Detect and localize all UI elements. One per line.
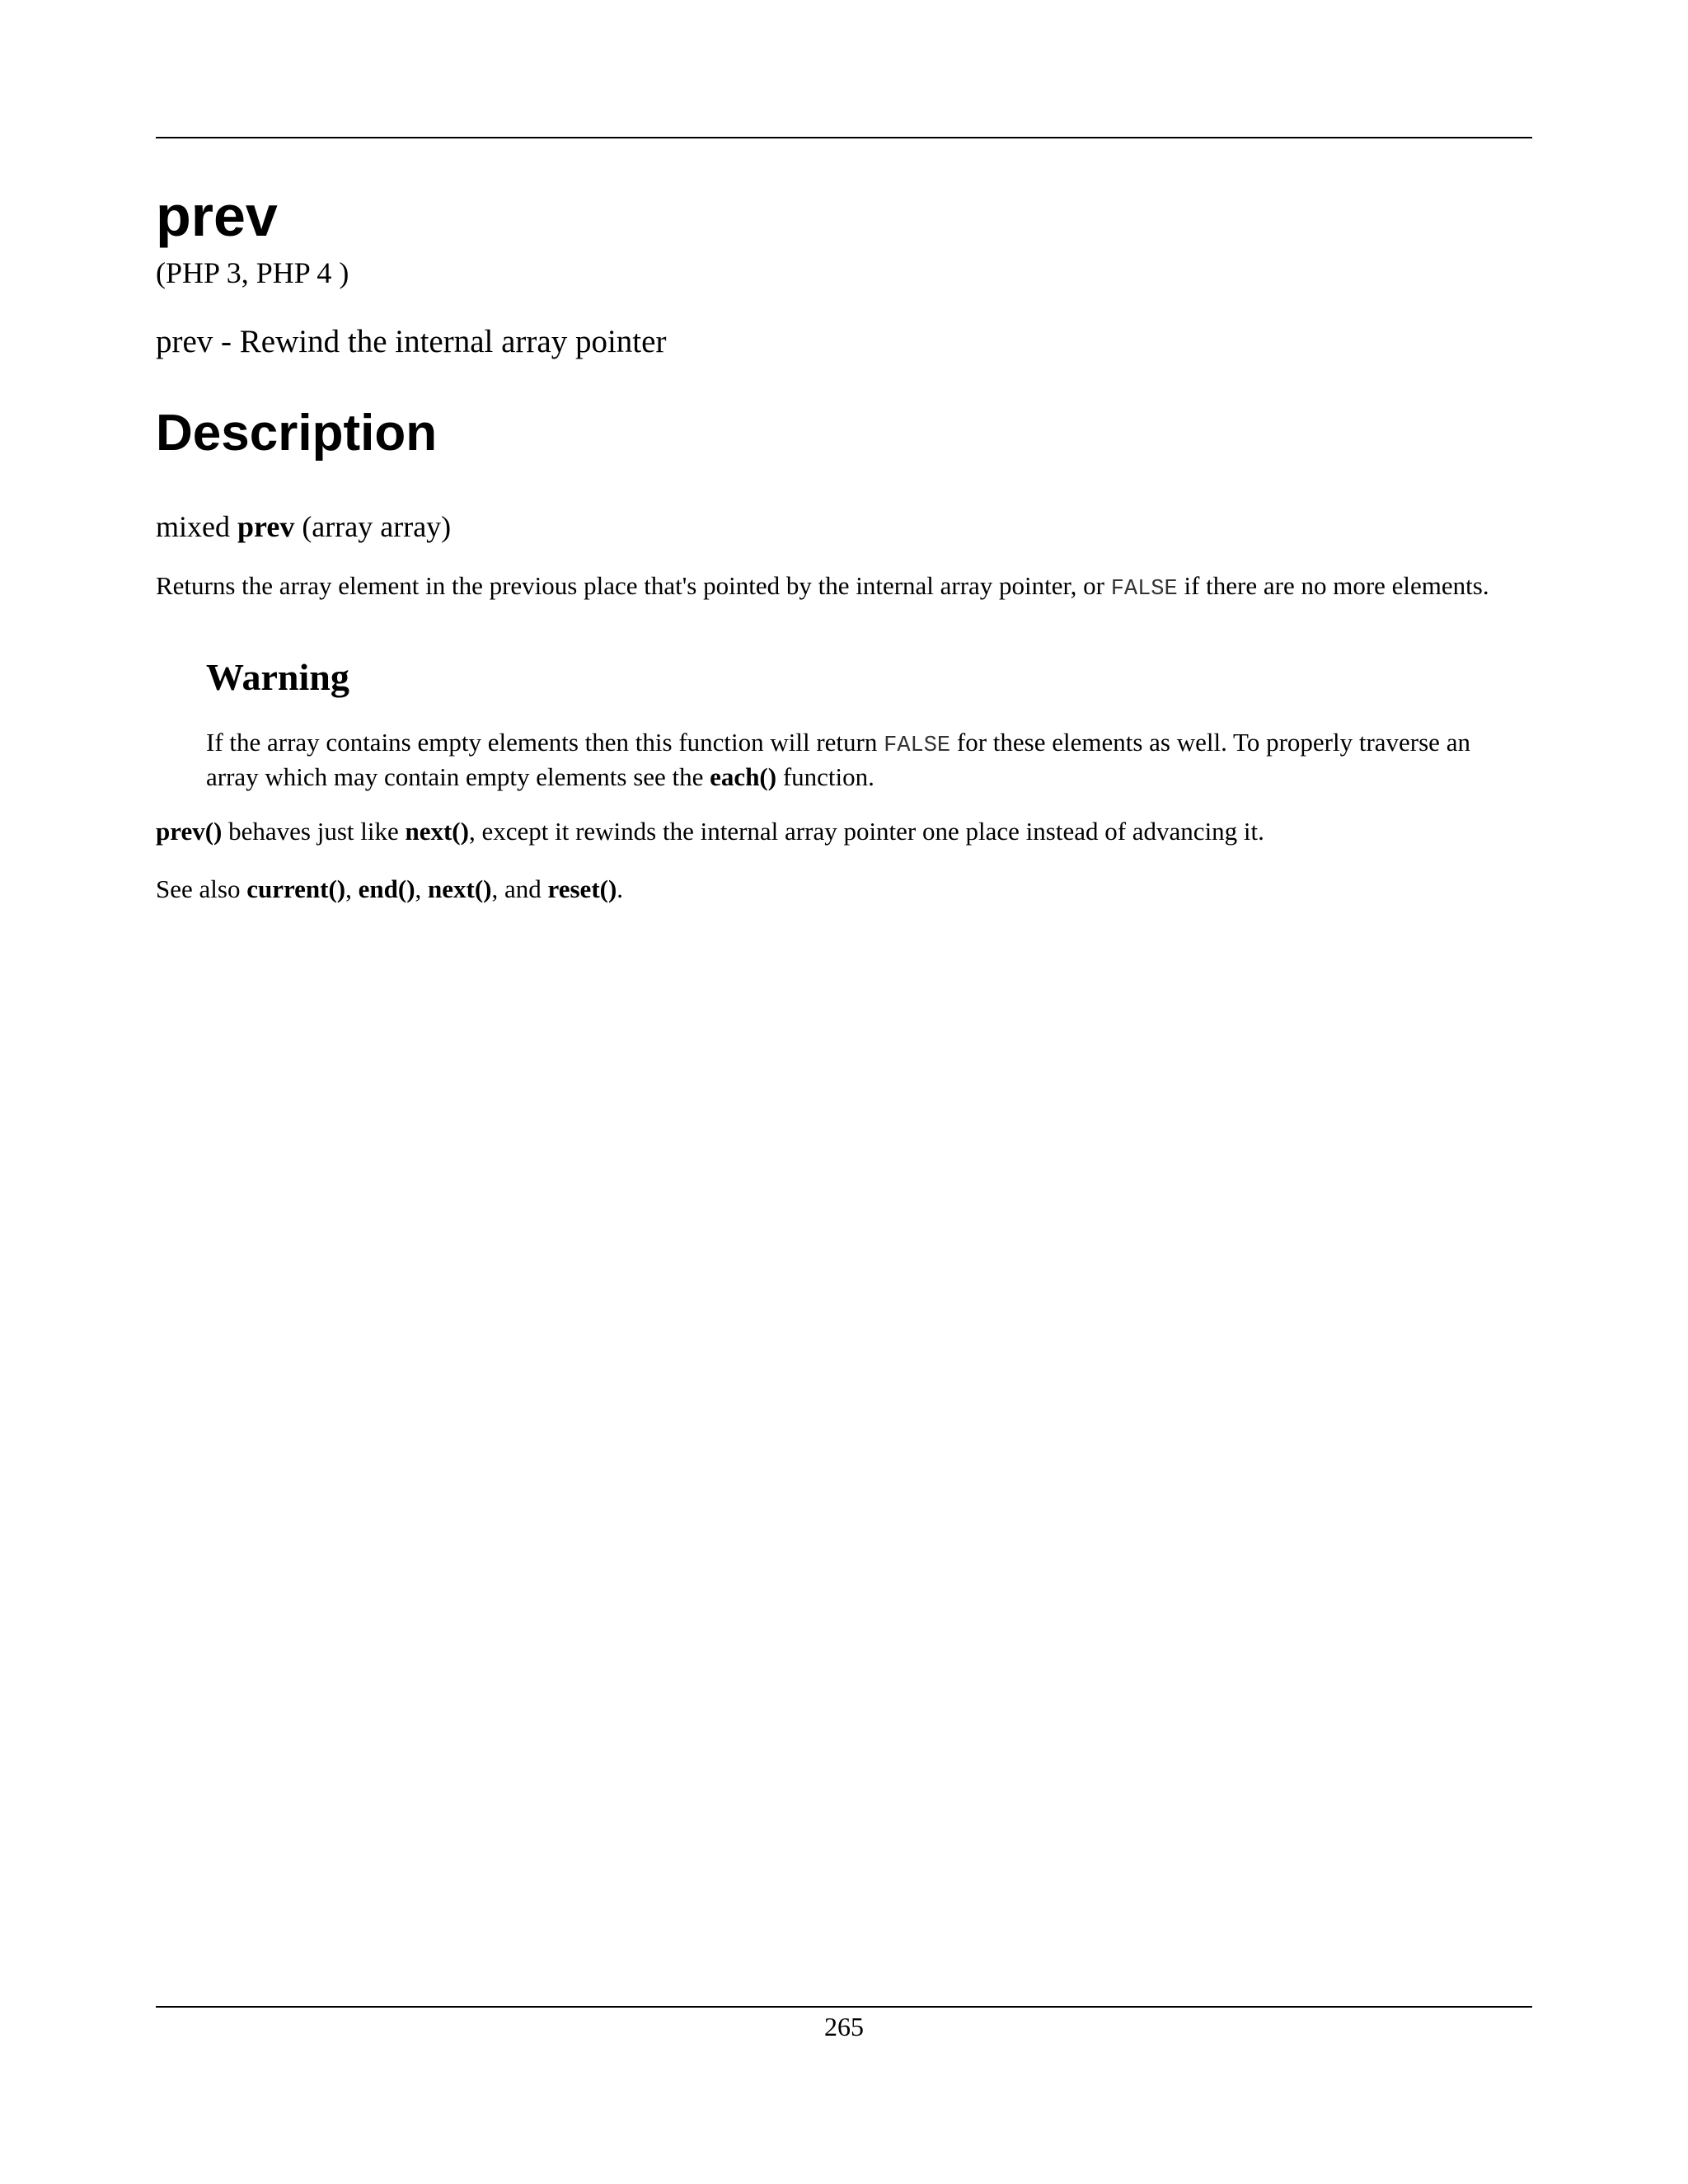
behaves-text-2: , except it rewinds the internal array pointer one place instead of advancing it. (468, 817, 1264, 846)
current-function-link[interactable]: current() (246, 874, 346, 903)
see-also-separator: , (415, 874, 429, 903)
see-also-separator: , and (491, 874, 548, 903)
synopsis-function-name: prev (237, 510, 295, 543)
end-function-link[interactable]: end() (358, 874, 415, 903)
synopsis-return-type: mixed (156, 510, 230, 543)
warning-false-constant: FALSE (884, 733, 951, 758)
warning-text-before: If the array contains empty elements then this function will return (206, 728, 884, 757)
php-versions: (PHP 3, PHP 4 ) (156, 256, 349, 289)
header-rule (156, 137, 1532, 138)
false-constant: FALSE (1110, 577, 1178, 602)
synopsis-params: (array array) (302, 510, 452, 543)
warning-heading: Warning (206, 656, 349, 698)
function-purpose: prev - Rewind the internal array pointer (156, 324, 667, 359)
see-also-separator: , (345, 874, 359, 903)
description-heading: Description (156, 405, 438, 462)
see-also-suffix: . (617, 874, 624, 903)
warning-text-middle: for these elements as well. To properly traverse an array which may contain empty elements see the (206, 728, 1470, 791)
footer-rule (156, 2006, 1532, 2008)
behaves-paragraph (156, 816, 1532, 846)
each-function-link[interactable]: each() (710, 762, 777, 791)
prev-function-ref: prev() (156, 817, 223, 846)
warning-paragraph (206, 727, 1492, 792)
see-also-paragraph (156, 874, 1532, 904)
reset-function-link[interactable]: reset() (547, 874, 617, 903)
next-function-link[interactable]: next() (405, 817, 469, 846)
see-also-prefix: See also (156, 874, 247, 903)
page-number: 265 (824, 2012, 864, 2041)
returns-text-before: Returns the array element in the previous place that's pointed by the internal array pointer, or (156, 571, 1111, 600)
next-function-link[interactable]: next() (428, 874, 492, 903)
returns-paragraph (156, 570, 1532, 605)
function-synopsis (156, 509, 451, 545)
function-title: prev (156, 184, 278, 248)
warning-text-after: function. (776, 762, 874, 791)
returns-text-after: if there are no more elements. (1177, 571, 1489, 600)
behaves-text-1: behaves just like (222, 817, 406, 846)
